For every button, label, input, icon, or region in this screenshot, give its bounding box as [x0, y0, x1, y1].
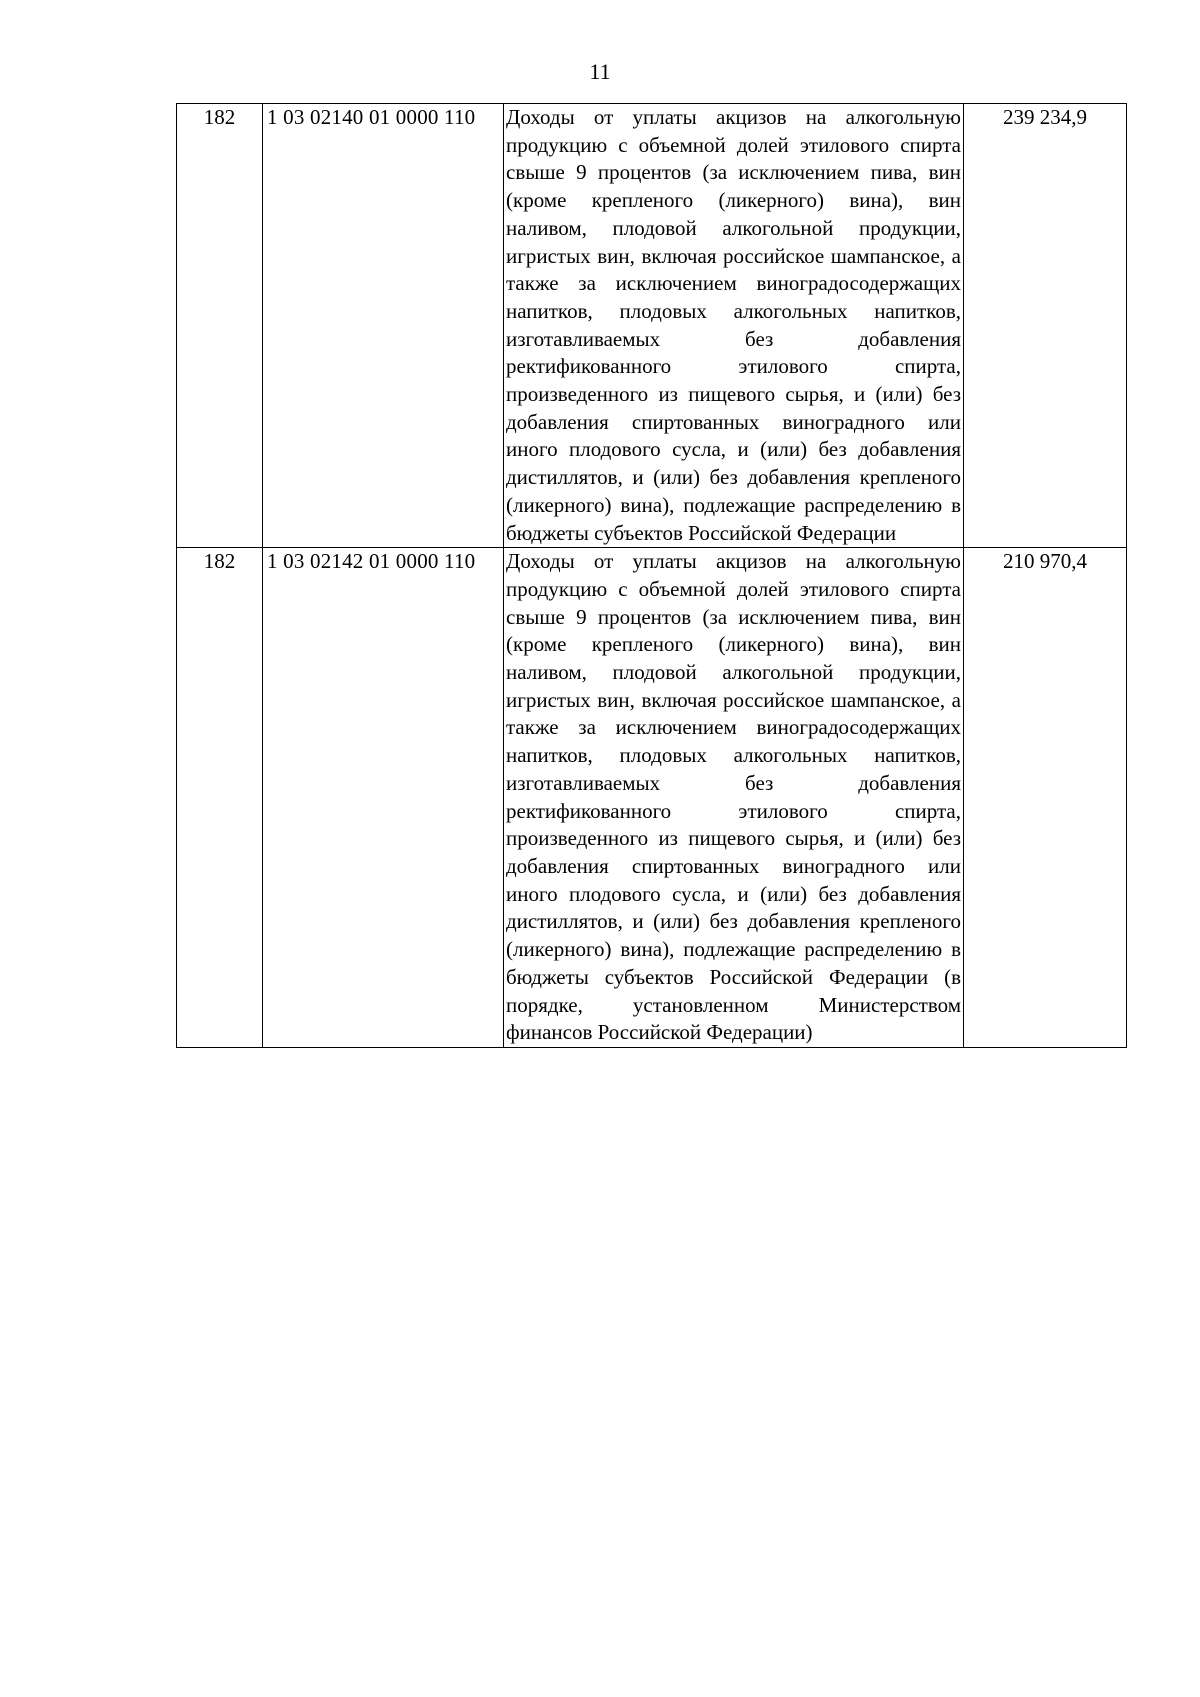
table-row: [177, 548, 1127, 1048]
description-cell: Доходы от уплаты акцизов на алкогольную продукцию с объемной долей этилового спирта свыше 9 процентов (за исключением пива, вин (кроме крепленого (ликерного) вина), вин наливом, плодовой алкогольной продукции, игристых вин, включая российское шампанское, а также за исключением виноградосодержащих напитков, плодовых алкогольных напитков, изготавливаемых без добавления ректификованного этилового спирта, произведенного из пищевого сырья, и (или) без добавления спиртованных виноградного или иного плодового сусла, и (или) без добавления дистиллятов, и (или) без добавления крепленого (ликерного) вина), подлежащие распределению в бюджеты субъектов Российской Федерации: [504, 104, 964, 548]
amount-cell: 239 234,9: [964, 104, 1127, 548]
page-number: 11: [589, 59, 611, 84]
revenue-table: [176, 103, 1127, 1048]
amount-cell: 210 970,4: [964, 548, 1127, 1048]
admin-code-cell: 182: [177, 104, 263, 548]
admin-code-cell: 182: [177, 548, 263, 1048]
table-row: [177, 104, 1127, 548]
revenue-code-cell: 1 03 02142 01 0000 110: [263, 548, 504, 1048]
description-cell: Доходы от уплаты акцизов на алкогольную продукцию с объемной долей этилового спирта свыше 9 процентов (за исключением пива, вин (кроме крепленого (ликерного) вина), вин наливом, плодовой алкогольной продукции, игристых вин, включая российское шампанское, а также за исключением виноградосодержащих напитков, плодовых алкогольных напитков, изготавливаемых без добавления ректификованного этилового спирта, произведенного из пищевого сырья, и (или) без добавления спиртованных виноградного или иного плодового сусла, и (или) без добавления дистиллятов, и (или) без добавления крепленого (ликерного) вина), подлежащие распределению в бюджеты субъектов Российской Федерации (в порядке, установленном Министерством финансов Российской Федерации): [504, 548, 964, 1048]
revenue-code-cell: 1 03 02140 01 0000 110: [263, 104, 504, 548]
